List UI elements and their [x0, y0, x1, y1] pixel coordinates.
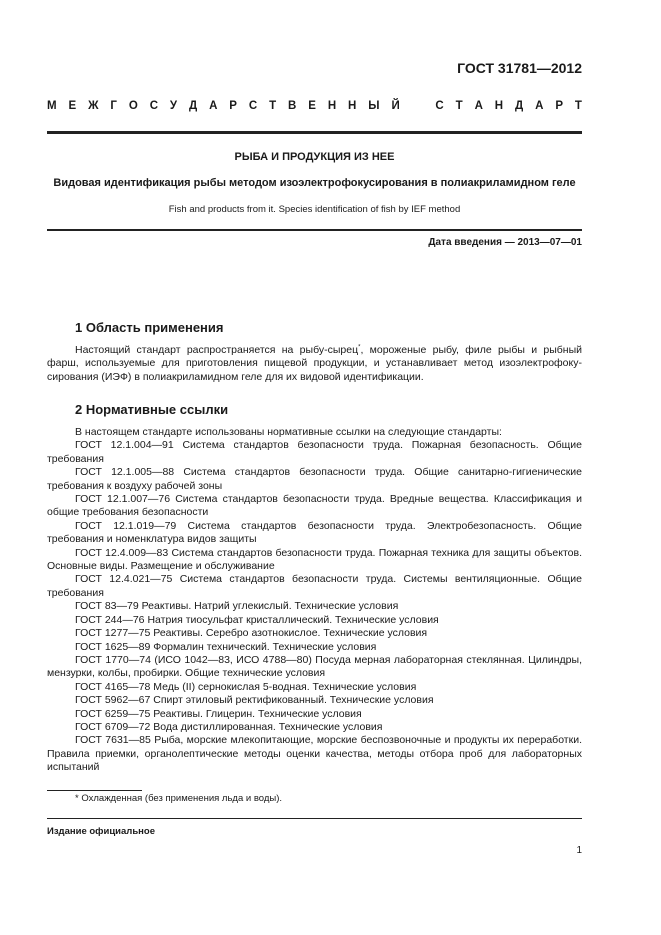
interstate-letter: Р	[229, 100, 237, 112]
interstate-letter: Ж	[88, 100, 99, 112]
interstate-letter: Ы	[368, 100, 380, 112]
section-1-body	[47, 344, 582, 384]
interstate-letter: Е	[308, 100, 316, 112]
reference-item: ГОСТ 12.1.019—79 Система стандартов безопасности труда. Электробезопасность. Общие требования и номенклатура видов защиты	[47, 519, 582, 546]
footnote-text: * Охлажденная (без применения льда и воды).	[75, 793, 283, 804]
reference-item: ГОСТ 12.4.021—75 Система стандартов безопасности труда. Системы вентиляционные. Общие требования	[47, 573, 582, 599]
footer-divider	[47, 818, 582, 819]
gost-number: ГОСТ 31781—2012	[457, 60, 582, 76]
reference-item: ГОСТ 7631—85 Рыба, морские млекопитающие, морские беспозвоночные и продукты их переработки. Правила приемки, органолептические методы оценки качества, методы отбора проб для лабораторных испытаний	[47, 734, 582, 774]
reference-item: ГОСТ 244—76 Натрия тиосульфат кристаллический. Технические условия	[75, 613, 439, 626]
footnote-mark: *	[358, 344, 361, 351]
reference-item: ГОСТ 12.4.009—83 Система стандартов безопасности труда. Пожарная техника для защиты объектов. Основные виды. Размещение и обслуживание	[47, 546, 582, 573]
interstate-letter: С	[435, 100, 444, 112]
interstate-letter: Т	[269, 100, 277, 112]
document-subtitle: Видовая идентификация рыбы методом изоэлектрофокусирования в полиакриламидном геле	[53, 177, 576, 189]
reference-item: ГОСТ 6709—72 Вода дистиллированная. Технические условия	[75, 720, 383, 733]
section-1-text-start: Настоящий стандарт распространяется на рыбу-сырец	[75, 344, 359, 356]
interstate-letter: Н	[327, 100, 337, 112]
interstate-letter: Д	[188, 100, 198, 112]
reference-item: ГОСТ 5962—67 Спирт этиловый ректификованный. Технические условия	[75, 694, 434, 707]
interstate-letter: Т	[574, 100, 582, 112]
interstate-letter: Р	[555, 100, 564, 112]
header-divider	[47, 131, 582, 134]
reference-item: ГОСТ 12.1.005—88 Система стандартов безопасности труда. Общие санитарно-гигиенические требования к воздуху рабочей зоны	[47, 466, 582, 492]
interstate-letter: Е	[68, 100, 77, 112]
interstate-letter: В	[288, 100, 297, 112]
introduction-date: Дата введения — 2013—07—01	[428, 237, 582, 248]
interstate-letter: С	[248, 100, 258, 112]
reference-item: ГОСТ 6259—75 Реактивы. Глицерин. Технические условия	[75, 707, 362, 720]
section-1-paragraph	[47, 344, 582, 384]
reference-item: ГОСТ 12.1.004—91 Система стандартов безопасности труда. Пожарная безопасность. Общие требования	[47, 439, 582, 465]
interstate-letter: С	[149, 100, 158, 112]
section-1-heading: 1 Область применения	[75, 320, 224, 335]
official-edition-label: Издание официальное	[47, 826, 155, 837]
footnote-divider	[47, 790, 142, 791]
interstate-letter: Т	[455, 100, 463, 112]
interstate-letter: Й	[391, 100, 400, 112]
page-number: 1	[576, 845, 582, 856]
reference-item: ГОСТ 4165—78 Медь (II) сернокислая 5-водная. Технические условия	[75, 680, 417, 693]
section-1-text-end: , мороженые рыбу, филе рыбы и рыбный фарш, используемые для приготовления пищевой продукции, и устанавливает метод изоэлектрофокусирования (ИЭФ) в полиакриламидном геле для их видовой идентификации.	[47, 344, 582, 383]
interstate-standard-heading	[47, 100, 582, 112]
title-divider	[47, 229, 582, 231]
normative-references-list	[47, 426, 582, 775]
reference-item: ГОСТ 1277—75 Реактивы. Серебро азотнокислое. Технические условия	[75, 627, 428, 640]
interstate-letter: Н	[348, 100, 357, 112]
interstate-letter: А	[535, 100, 544, 112]
interstate-letter: М	[47, 100, 57, 112]
interstate-letter: Д	[515, 100, 524, 112]
interstate-letter: А	[474, 100, 483, 112]
interstate-letter: Н	[494, 100, 504, 112]
interstate-letter: О	[128, 100, 138, 112]
reference-item: ГОСТ 83—79 Реактивы. Натрий углекислый. Технические условия	[75, 600, 399, 613]
document-title: РЫБА И ПРОДУКЦИЯ ИЗ НЕЕ	[234, 151, 395, 163]
references-intro: В настоящем стандарте использованы нормативные ссылки на следующие стандарты:	[75, 426, 502, 438]
interstate-letter: А	[209, 100, 218, 112]
reference-item: ГОСТ 1625—89 Формалин технический. Технические условия	[75, 640, 377, 653]
document-english-title: Fish and products from it. Species identification of fish by IEF method	[168, 204, 461, 215]
section-2-heading: 2 Нормативные ссылки	[75, 402, 229, 417]
reference-item: ГОСТ 12.1.007—76 Система стандартов безопасности труда. Вредные вещества. Классификация и общие требования безопасности	[47, 493, 582, 519]
interstate-letter: У	[169, 100, 178, 112]
reference-item: ГОСТ 1770—74 (ИСО 1042—83, ИСО 4788—80) Посуда мерная лабораторная стеклянная. Цилиндры, мензурки, колбы, пробирки. Общие технические условия	[47, 653, 582, 680]
interstate-letter: Г	[110, 100, 117, 112]
